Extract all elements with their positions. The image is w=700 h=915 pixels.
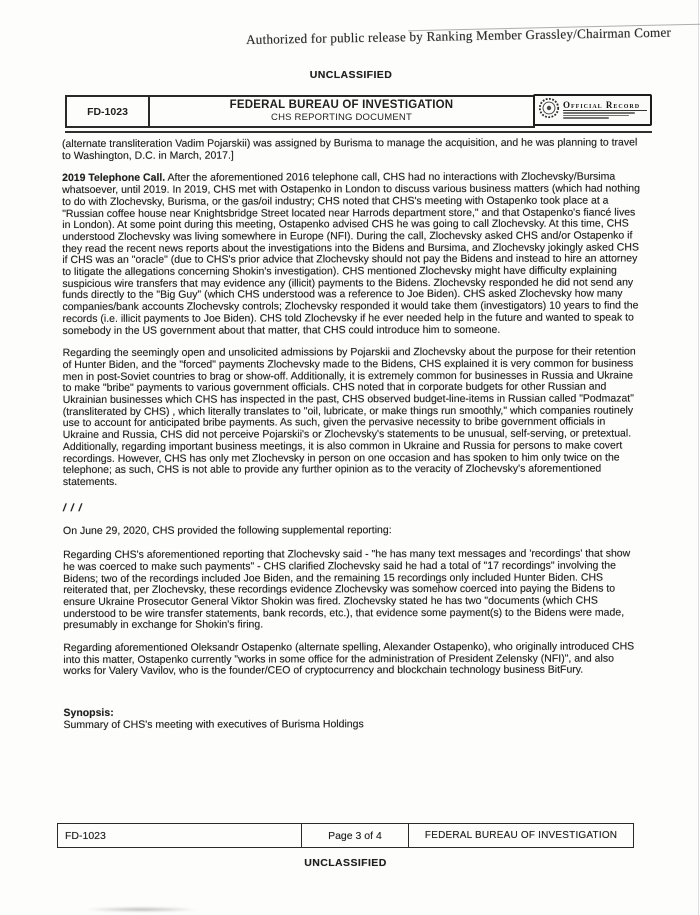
paragraph-2-lead: 2019 Telephone Call. — [62, 172, 166, 185]
paragraph-2-text: After the aforementioned 2016 telephone call, CHS had no interactions with Zlochevsky/Bursima whatsoever, until 2019. In 2019, CHS met with Ostapenko in London to discuss various business matters (which had nothing to do with Zlochevsky, Burisma, or the gas/oil industry; CHS noted that CHS's meeting with Ostapenko took place at a "Russian coffee house near Knightsbridge Street located near Harrods department store," and that Ostapenko's fiancé lives in London). At some point during this meeting, Ostapenko advised CHS he was going to call Zlochevsky. At this time, CHS understood Zlochevsky was living somewhere in Europe (NFI). During the call, Zlochevsky asked CHS and/or Ostapenko if they read the recent news reports about the investigations into the Bidens and Bursima, and Zlochevsky jokingly asked CHS if CHS was an "oracle" (due to CHS's prior advice that Zlochevsky should not pay the Bidens and instead to hire an attorney to litigate the allegations concerning Shokin's investigation). CHS mentioned Zlochevsky might have difficulty explaining suspicious wire transfers that may evidence any (illicit) payments to the Bidens. Zlochevsky responded he did not send any funds directly to the "Big Guy" (which CHS understood was a reference to Joe Biden). CHS asked Zlochevsky how many companies/bank accounts Zlochevsky controls; Zlochevsky responded it would take them (investigators) 10 years to find the records (i.e. illicit payments to Joe Biden). CHS told Zlochevsky if he ever needed help in the future and wanted to speak to somebody in the US government about that matter, that CHS could introduce him to someone. — [62, 170, 640, 337]
stamp-fineprint-line — [563, 112, 635, 114]
synopsis-label: Synopsis: — [63, 706, 114, 720]
classification-marking-top: UNCLASSIFIED — [309, 69, 393, 81]
fbi-seal-icon — [538, 97, 560, 124]
paragraph-3: Regarding the seemingly open and unsolicited admissions by Pojarskii and Zlochevsky about the purpose for their retention of Hunter Biden, and the "forced" payments Zlochevsky made to the Bidens, CHS explained it is very common for business men in post-Soviet countries to brag or show-off. Additionally, it is extremely common for businesses in Russia and Ukraine to make "bribe" payments to various government officials. CHS noted that in corporate budgets for other Russian and Ukrainian businesses which CHS has inspected in the past, CHS observed budget-line-items in Russian called "Podmazat" (transliterated by CHS) , which literally translates to "oil, lubricate, or make things run smoothly," which companies routinely use to account for anticipated bribe payments. As such, given the pervasive necessity to bribe government officials in Ukraine and Russia, CHS did not perceive Pojarskii's or Zlochevsky's statements to be unusual, self-serving, or pretextual. Additionally, regarding important business meetings, it is also common in Ukraine and Russia for persons to make covert recordings. However, CHS has only met Zlochevsky in person on one occasion and has spoken to him only twice on the telephone; as such, CHS is not able to provide any further opinion as to the veracity of Zlochevsky's aforementioned statements. — [62, 345, 636, 488]
paragraph-6: Regarding aforementioned Oleksandr Ostapenko (alternate spelling, Alexander Ostapenko), who originally introduced CHS into this matter, Ostapenko currently "works in some office for the administration of President Zelensky (NFI)", and also works for Valery Vavilov, who is the founder/CEO of cryptocurrency and blockchain technology business BitFury. — [63, 640, 635, 678]
synopsis-text: Summary of CHS's meeting with executives of Burisma Holdings — [63, 718, 364, 731]
footer-form-number: FD-1023 — [58, 824, 302, 847]
scan-edge-line — [698, 0, 699, 915]
scan-smudge — [84, 907, 199, 912]
supplemental-reporting-line: On June 29, 2020, CHS provided the following supplemental reporting: — [63, 524, 392, 538]
agency-title: FEDERAL BUREAU OF INVESTIGATION — [229, 99, 454, 112]
official-record-stamp — [533, 94, 652, 126]
paragraph-1: (alternate transliteration Vadim Pojarskii) was assigned by Burisma to manage the acquisition, and he was planning to travel to Washington, D.C. in March, 2017.] — [61, 136, 638, 162]
paragraph-2 — [62, 172, 642, 337]
paragraph-5: Regarding CHS's aforementioned reporting that Zlochevsky said - "he has many text messages and 'recordings' that show he was coerced to make such payments" - CHS clarified Zlochevsky said he had a total of "17 recordings" involving the Bidens; two of the recordings included Joe Biden, and the remaining 15 recordings only included Hunter Biden. CHS reiterated that, per Zlochevsky, these recordings evidence Zlochevsky was somehow coerced into paying the Bidens to ensure Ukraine Prosecutor General Viktor Shokin was fired. Zlochevsky stated he has two "documents (which CHS understood to be wire transfer statements, bank records, etc.), that evidence some payment(s) to the Bidens were made, presumably in exchange for Shokin's firing. — [63, 547, 631, 632]
section-separator: / / / — [62, 501, 83, 514]
classification-marking-bottom: UNCLASSIFIED — [304, 857, 387, 869]
header-divider-line — [65, 131, 652, 133]
authorization-banner: Authorized for public release by Ranking Member Grassley/Chairman Comer — [245, 24, 672, 47]
document-type: CHS REPORTING DOCUMENT — [271, 111, 412, 123]
synopsis-section — [63, 707, 643, 732]
stamp-fineprint-line — [563, 115, 629, 117]
report-body — [62, 137, 644, 731]
header-title-cell — [150, 97, 533, 126]
document-header — [65, 95, 535, 128]
stamp-label: Official Record — [563, 101, 647, 111]
footer-agency: FEDERAL BUREAU OF INVESTIGATION — [424, 830, 618, 841]
stamp-fineprint-line — [563, 117, 609, 119]
stamp-text-block — [563, 101, 647, 119]
document-footer — [57, 823, 634, 848]
form-number-box: FD-1023 — [67, 97, 150, 126]
footer-page-number: Page 3 of 4 — [302, 824, 409, 847]
